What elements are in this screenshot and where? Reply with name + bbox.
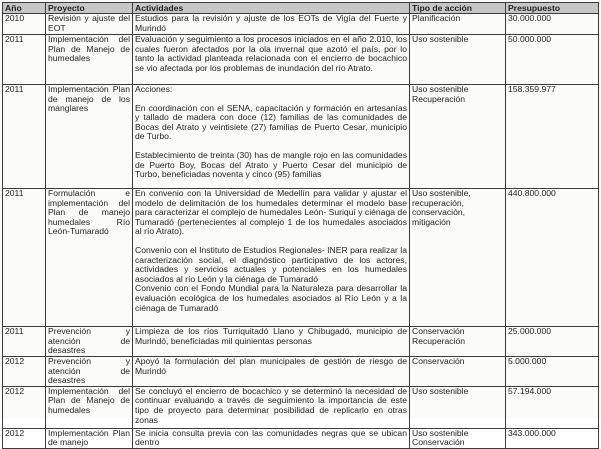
cell-activities (133, 386, 410, 428)
header-row (3, 3, 599, 14)
cell-activities (133, 14, 410, 35)
cell-budget: 30.000.000 (506, 14, 599, 35)
table-row (3, 85, 599, 189)
cell-activities (133, 428, 410, 448)
cell-action-type: Uso sostenible (410, 386, 506, 428)
activity-paragraph: Apoyó la formulación del plan municipales de gestión de riesgo de Murindó (135, 356, 407, 376)
header-year: Año (3, 3, 46, 14)
activity-paragraph: Acciones: (135, 84, 173, 94)
cell-project: Implementación del Plan de Manejo de humedales (46, 35, 133, 85)
cell-year: 2011 (3, 35, 46, 85)
table-row (3, 189, 599, 327)
header-action-type: Tipo de acción (410, 3, 506, 14)
cell-project: Formulación e implementación del Plan de manejo humedales Río León-Tumaradó (46, 189, 133, 327)
table-row (3, 357, 599, 387)
cell-action-type: Uso sostenible, recuperación, conservación, mitigación (410, 189, 506, 327)
cell-project: Implementación Plan de manejo de los manglares (46, 85, 133, 189)
activity-paragraph: En convenio con la Universidad de Medellín para validar y ajustar el modelo de delimitación de los humedales determinar el modelo base para caracterizar el complejo de humedales León- Suriquí y ciénaga de Tumaradó (pertenecientes al complejo 1 de los humedales asociados al río Atrato). (135, 188, 407, 237)
table-row (3, 428, 599, 448)
cell-year: 2012 (3, 386, 46, 428)
cell-year: 2012 (3, 357, 46, 387)
cell-action-type: Conservación (410, 357, 506, 387)
cell-year: 2011 (3, 85, 46, 189)
activity-paragraph: Limpieza de los ríos Turriquitadó Llano y Chibugadó, municipio de Murindó, beneficiadas mil quinientas personas (135, 326, 407, 346)
header-budget: Presupuesto (506, 3, 599, 14)
cell-project: Prevención y atención de desastres (46, 357, 133, 387)
cell-action-type: Uso sostenible Conservación (410, 428, 506, 448)
activity-paragraph: En coordinación con el SENA, capacitación y formación en artesanías y tallado de madera con doce (12) familias de las comunidades de Bocas del Atrato y veintisiete (27) familias de Puerto Cesar, municipio de Turbo. (135, 102, 407, 142)
cell-budget: 50.000.000 (506, 35, 599, 85)
cell-activities (133, 327, 410, 357)
table-row (3, 14, 599, 35)
cell-year: 2012 (3, 428, 46, 448)
cell-budget: 25.000.000 (506, 327, 599, 357)
cell-budget: 440.800.000 (506, 189, 599, 327)
cell-budget: 57.194.000 (506, 386, 599, 428)
header-project: Proyecto (46, 3, 133, 14)
cell-budget: 343.000.000 (506, 428, 599, 448)
cell-activities (133, 85, 410, 189)
cell-year: 2011 (3, 327, 46, 357)
activity-paragraph: Convenio con el Instituto de Estudios Regionales- INER para realizar la caracterización social, el diagnóstico participativo de los actores, actividades y servicios actuales y potenciales en los humedales asociados al río León y la ciénaga de Tumaradó Convenio con el Fondo Mundial para la Naturaleza para desarrollar la evaluación ecológica de los humedales asociados al Río León y a la ciénaga de Tumaradó (135, 244, 407, 313)
table-row (3, 327, 599, 357)
cell-action-type: Conservación Recuperación (410, 327, 506, 357)
cell-project: Implementación del Plan de Manejo de humedales (46, 386, 133, 428)
cell-budget: 158.359.977 (506, 85, 599, 189)
cell-activities (133, 357, 410, 387)
cell-project: Revisión y ajuste del EOT (46, 14, 133, 35)
table-row (3, 386, 599, 428)
cell-year: 2011 (3, 189, 46, 327)
cell-action-type: Uso sostenible (410, 35, 506, 85)
activity-paragraph: Se concluyó el encierro de bocachico y se determinó la necesidad de continuar evaluando a través de seguimiento la importancia de este tipo de proyecto para determinar posibilidad de replicarlo en otras zonas (135, 385, 407, 425)
cell-activities (133, 189, 410, 327)
cell-project: Prevención y atención de desastres (46, 327, 133, 357)
activity-paragraph: Evaluación y seguimiento a los procesos iniciados en el año 2.010, los cuales fueron afectados por la ola invernal que azotó el país, por lo tanto la actividad planteada relacionada con el encierro de bocachico se vio afectada por los problemas de inundación del río Atrato. (135, 34, 407, 73)
activity-paragraph: Estudios para la revisión y ajuste de los EOTs de Vigía del Fuerte y Murindó (135, 13, 407, 33)
projects-table (2, 2, 599, 449)
cell-budget: 5.000.000 (506, 357, 599, 387)
table-row (3, 35, 599, 85)
cell-action-type: Planificación (410, 14, 506, 35)
activity-paragraph: Establecimiento de treinta (30) has de mangle rojo en las comunidades de Puerto Boy, Bocas del Atrato y Puerto Cesar del municipio de Turbo, beneficiadas noventa y cinco (95) familias (135, 149, 407, 180)
activity-paragraph: Se inicia consulta previa con las comunidades negras que se ubican dentro (135, 427, 407, 448)
cell-activities (133, 35, 410, 85)
cell-year: 2010 (3, 14, 46, 35)
header-activities: Actividades (133, 3, 410, 14)
cell-project: Implementación Plan de manejo (46, 428, 133, 448)
cell-action-type: Uso sostenible Recuperación (410, 85, 506, 189)
